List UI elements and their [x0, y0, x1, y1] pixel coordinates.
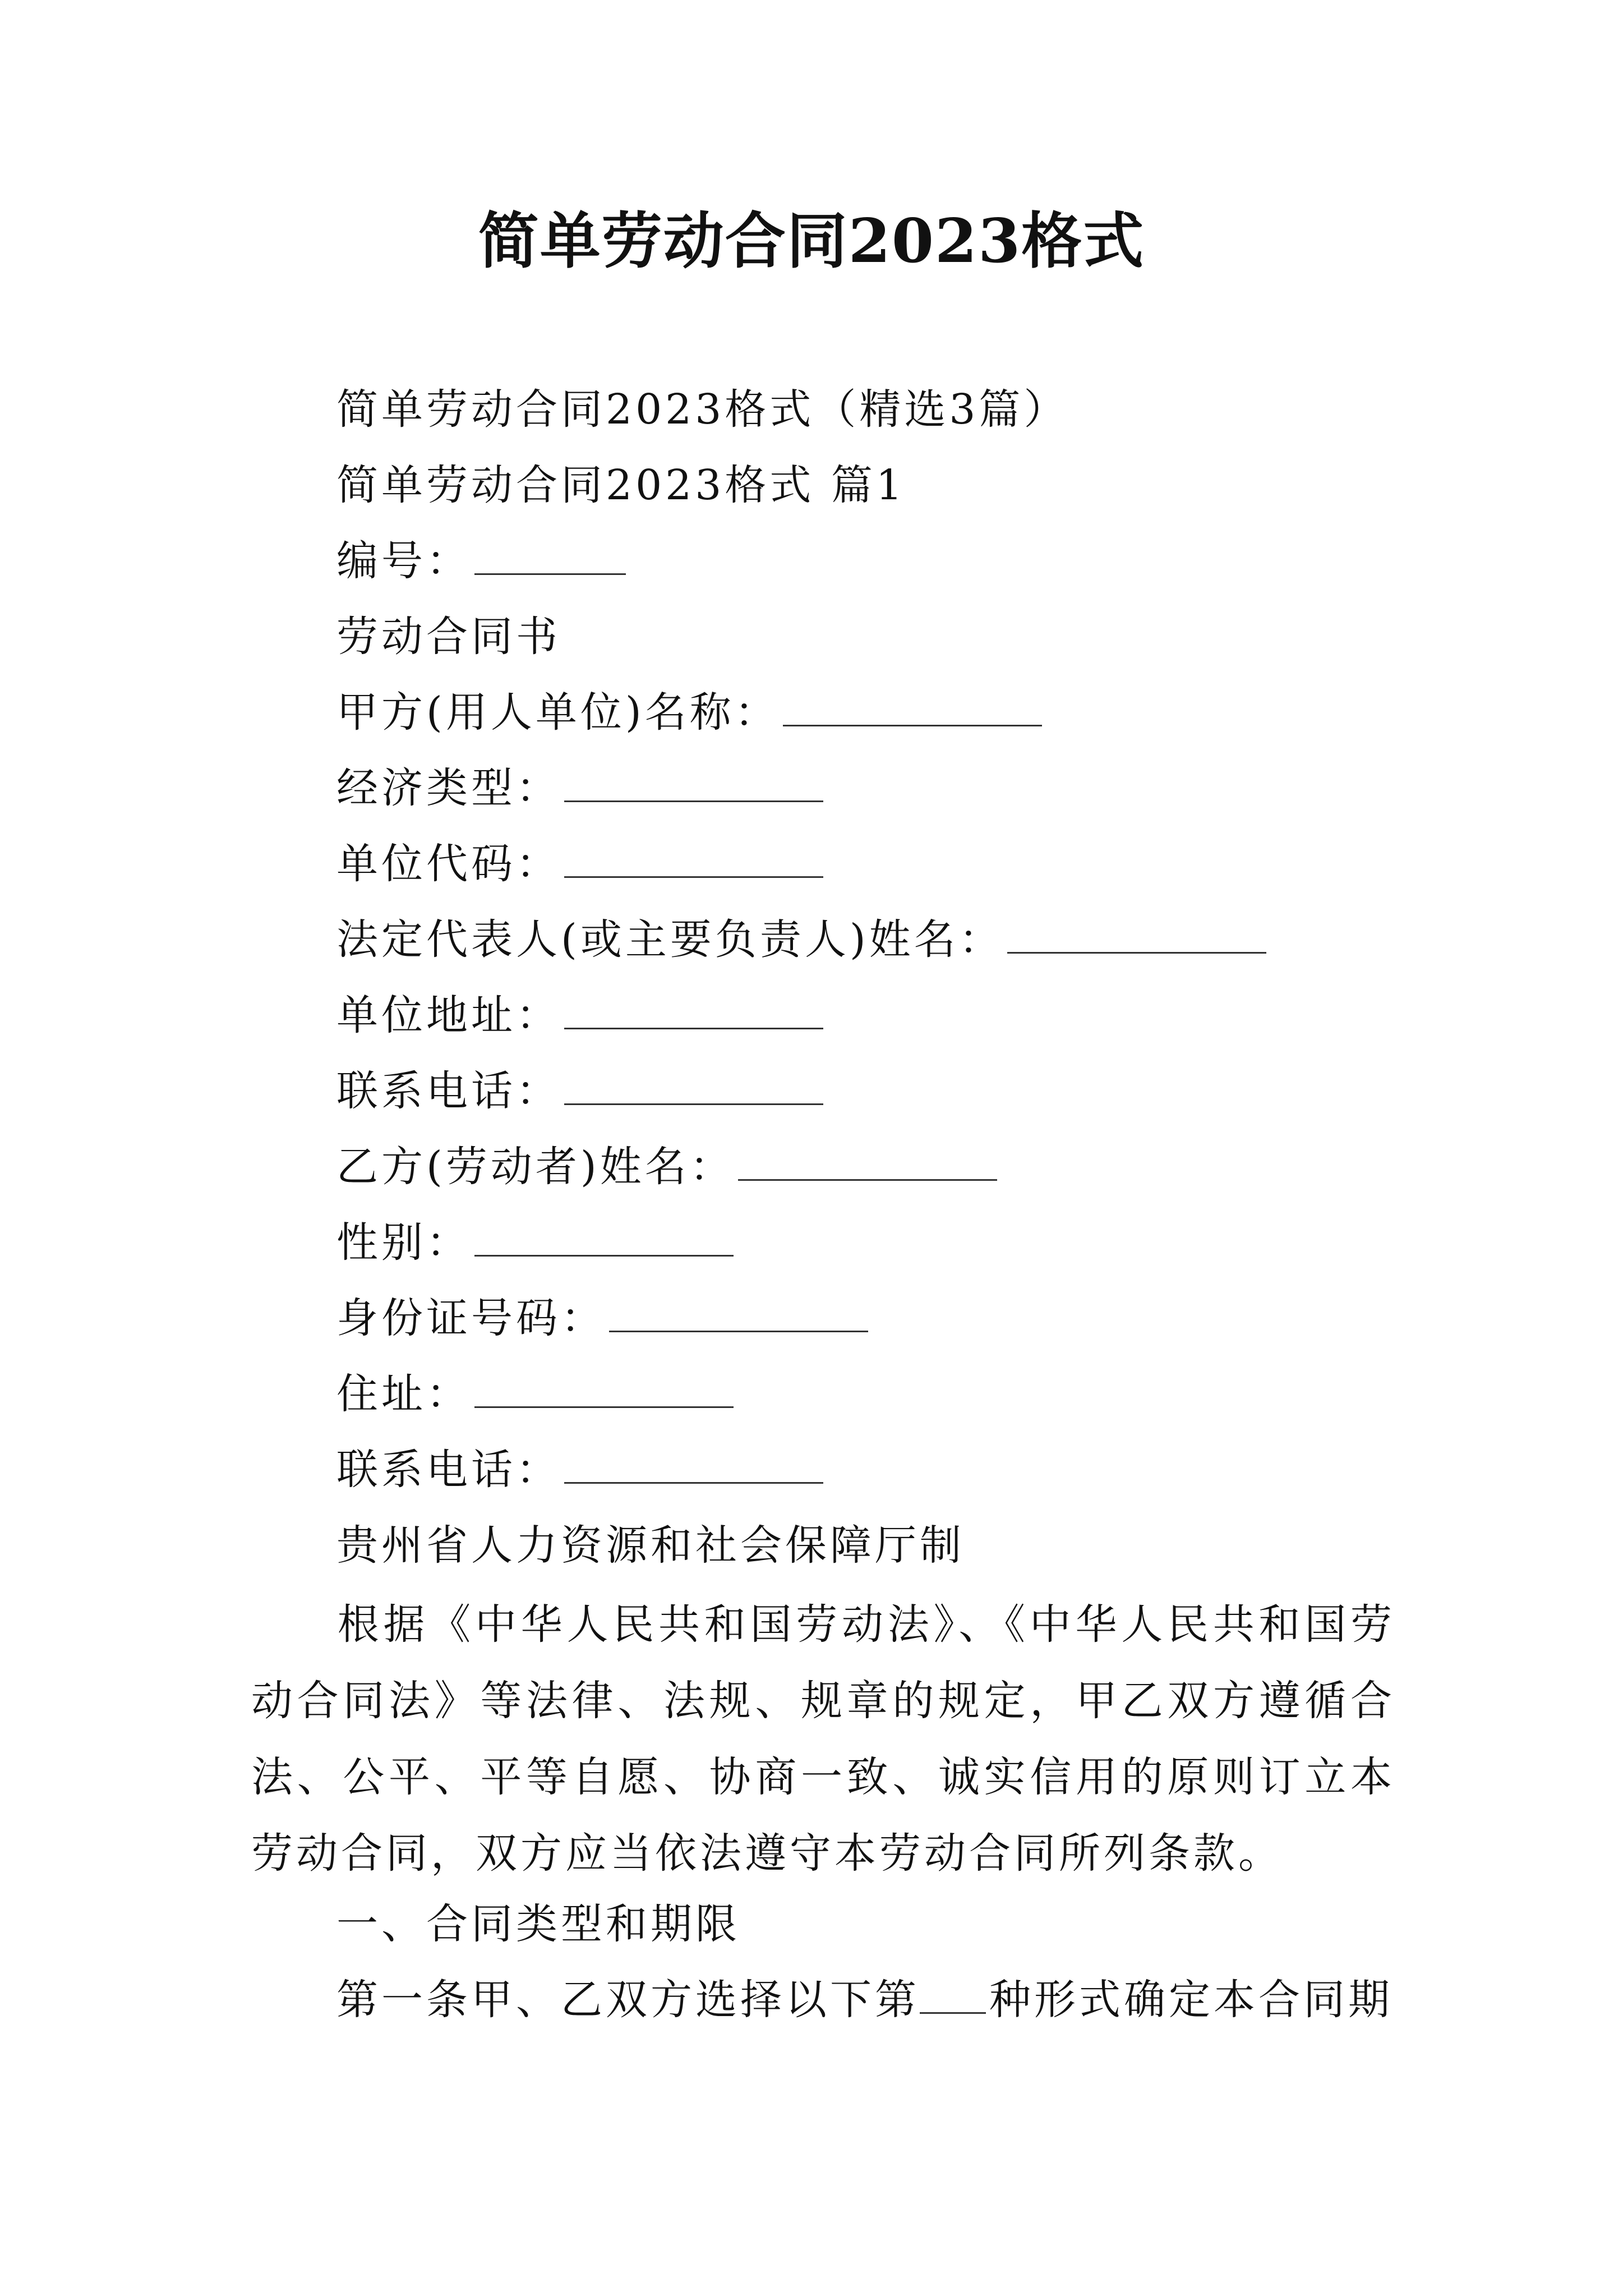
phone-a-label: 联系电话：: [336, 1067, 561, 1115]
article-one-blank[interactable]: [920, 1973, 986, 2014]
number-label: 编号：: [336, 537, 471, 585]
intro-paragraph-text: 根据《中华人民共和国劳动法》、《中华人民共和国劳动合同法》等法律、法规、规章的规定，甲乙双方遵循合法、公平、平等自愿、协商一致、诚实信用的原则订立本劳动合同，双方应当依法遵守本劳动合同所列条款。: [251, 1600, 1395, 1878]
phone-b-label: 联系电话：: [336, 1446, 561, 1494]
party-b-name-field: [336, 1136, 997, 1198]
unit-address-label: 单位地址：: [336, 991, 561, 1039]
party-a-name-field: [336, 682, 1042, 743]
document-title: 简单劳动合同2023格式: [478, 206, 1145, 277]
id-number-field: [336, 1287, 868, 1349]
id-number-label: 身份证号码：: [336, 1294, 606, 1342]
unit-code-blank[interactable]: [564, 837, 823, 878]
chapter-one-heading: 一、合同类型和期限: [336, 1900, 740, 1948]
legal-rep-field: [336, 909, 1266, 970]
subtitle: 简单劳动合同2023格式（精选3篇）: [336, 385, 1069, 434]
unit-address-blank[interactable]: [564, 988, 823, 1029]
article-one-start: 第一条甲、乙双方选择以下第: [336, 1976, 920, 2024]
economic-type-field: [336, 757, 823, 819]
phone-b-field: [336, 1439, 823, 1501]
contract-name: 劳动合同书: [336, 613, 561, 661]
article-one-end: 种形式确定本合同期: [989, 1976, 1393, 2024]
address-blank[interactable]: [474, 1367, 734, 1408]
party-b-name-label: 乙方(劳动者)姓名：: [336, 1143, 735, 1191]
issuer: 贵州省人力资源和社会保障厅制: [336, 1521, 965, 1570]
id-number-blank[interactable]: [609, 1291, 868, 1332]
unit-code-label: 单位代码：: [336, 840, 561, 888]
party-a-name-label: 甲方(用人单位)名称：: [336, 688, 780, 737]
unit-address-field: [336, 984, 823, 1046]
phone-b-blank[interactable]: [564, 1443, 823, 1484]
party-b-name-blank[interactable]: [738, 1140, 997, 1181]
unit-code-field: [336, 833, 823, 895]
gender-blank[interactable]: [474, 1216, 734, 1257]
number-field: [336, 530, 626, 592]
number-blank[interactable]: [474, 534, 626, 575]
phone-a-blank[interactable]: [564, 1064, 823, 1105]
intro-paragraph: [251, 1586, 1395, 1892]
economic-type-blank[interactable]: [564, 761, 823, 802]
address-field: [336, 1363, 734, 1425]
legal-rep-blank[interactable]: [1007, 913, 1266, 954]
gender-field: [336, 1212, 734, 1273]
section-heading: 简单劳动合同2023格式 篇1: [336, 461, 906, 509]
legal-rep-label: 法定代表人(或主要负责人)姓名：: [336, 915, 1004, 964]
phone-a-field: [336, 1060, 823, 1122]
gender-label: 性别：: [336, 1218, 471, 1267]
address-label: 住址：: [336, 1370, 471, 1418]
economic-type-label: 经济类型：: [336, 764, 561, 812]
article-one: [336, 1969, 1393, 2031]
party-a-name-blank[interactable]: [783, 685, 1042, 726]
